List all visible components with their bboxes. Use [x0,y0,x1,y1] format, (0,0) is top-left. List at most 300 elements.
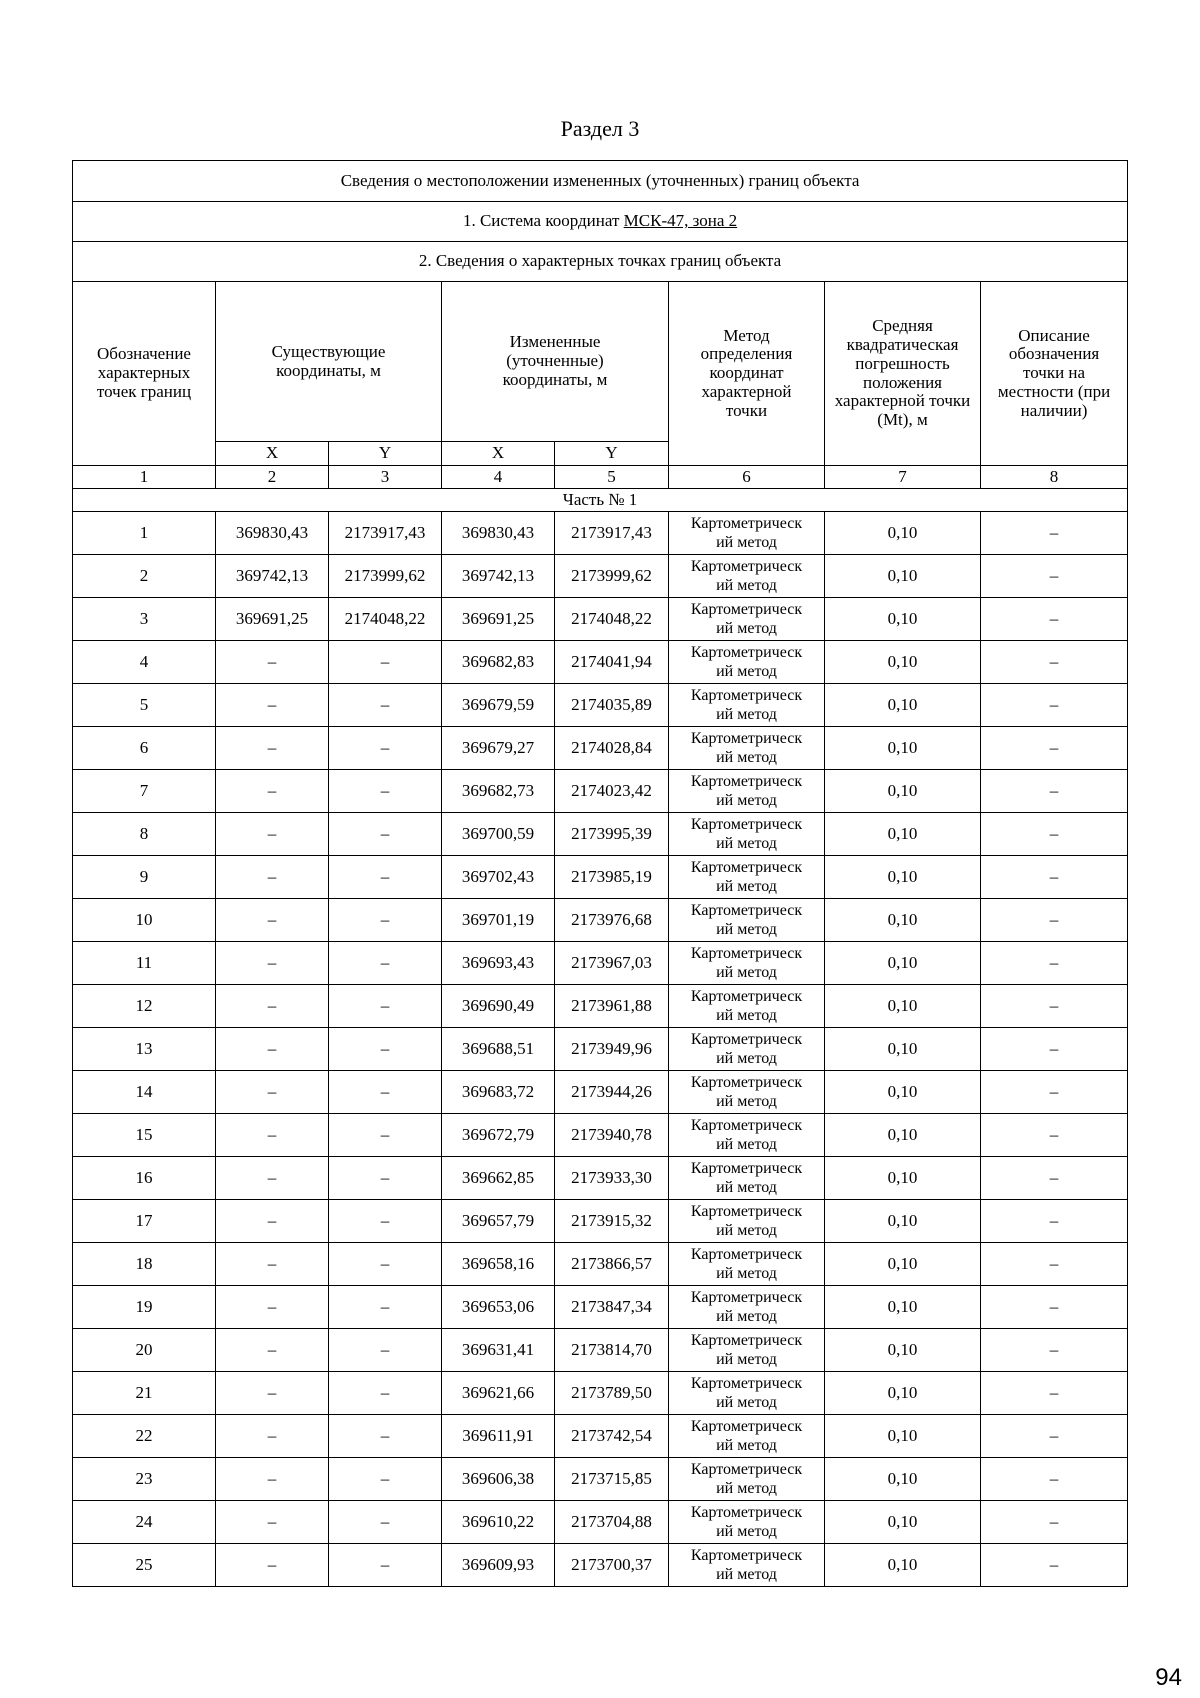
existing-x: – [216,1071,329,1114]
method [669,1329,825,1372]
error-mt: 0,10 [825,1329,981,1372]
existing-x: – [216,813,329,856]
changed-x: 369700,59 [442,813,555,856]
changed-y: 2173999,62 [555,555,669,598]
method-line-2: ий метод [716,1480,777,1497]
changed-y: 2173976,68 [555,899,669,942]
method-line-1: Картометрическ [690,1547,803,1564]
existing-x: – [216,1028,329,1071]
changed-y: 2173967,03 [555,942,669,985]
method-line-2: ий метод [716,921,777,938]
table-row [73,899,1128,942]
existing-y: – [329,1329,442,1372]
point-number: 18 [73,1243,216,1286]
existing-y: – [329,1028,442,1071]
existing-y: – [329,856,442,899]
point-number: 13 [73,1028,216,1071]
changed-y: 2173742,54 [555,1415,669,1458]
table-row [73,641,1128,684]
point-number: 19 [73,1286,216,1329]
method-line-1: Картометрическ [690,859,803,876]
method-line-1: Картометрическ [690,902,803,919]
header-description-text: Описание обозначения точки на местности (при наличии) [997,325,1111,420]
method-line-1: Картометрическ [690,515,803,532]
coord-system [73,202,1128,242]
method-line-2: ий метод [716,749,777,766]
changed-x: 369609,93 [442,1544,555,1587]
method-line-2: ий метод [716,1523,777,1540]
existing-y: – [329,1114,442,1157]
error-mt: 0,10 [825,1071,981,1114]
header-error [825,282,981,466]
column-number: 2 [216,466,329,489]
method [669,555,825,598]
point-number: 6 [73,727,216,770]
method-line-2: ий метод [716,878,777,895]
error-mt: 0,10 [825,684,981,727]
column-number: 1 [73,466,216,489]
error-mt: 0,10 [825,1372,981,1415]
method [669,1071,825,1114]
description: – [981,1372,1128,1415]
changed-y: 2173917,43 [555,512,669,555]
error-mt: 0,10 [825,1200,981,1243]
changed-x: 369611,91 [442,1415,555,1458]
changed-y: 2174048,22 [555,598,669,641]
description: – [981,856,1128,899]
table-row [73,942,1128,985]
description: – [981,1286,1128,1329]
method-line-2: ий метод [716,1179,777,1196]
existing-x: – [216,899,329,942]
changed-x: 369688,51 [442,1028,555,1071]
method-line-2: ий метод [716,835,777,852]
header-method-text: Метод определения координат характерной точки [700,325,793,420]
method [669,899,825,942]
method [669,512,825,555]
existing-x: – [216,1157,329,1200]
method-line-1: Картометрическ [690,1461,803,1478]
existing-y: – [329,727,442,770]
method [669,1028,825,1071]
column-numbers-row [73,466,1128,489]
existing-x: – [216,1372,329,1415]
point-number: 12 [73,985,216,1028]
error-mt: 0,10 [825,555,981,598]
method [669,1114,825,1157]
changed-x: 369682,83 [442,641,555,684]
header-description [981,282,1128,466]
table-row [73,985,1128,1028]
method-line-2: ий метод [716,1437,777,1454]
description: – [981,512,1128,555]
changed-x: 369701,19 [442,899,555,942]
error-mt: 0,10 [825,641,981,684]
method [669,1200,825,1243]
changed-y: 2173995,39 [555,813,669,856]
changed-x: 369693,43 [442,942,555,985]
method-line-1: Картометрическ [690,1332,803,1349]
method [669,985,825,1028]
changed-x: 369621,66 [442,1372,555,1415]
table-row [73,684,1128,727]
points-info: 2. Сведения о характерных точках границ объекта [73,242,1128,282]
method [669,1458,825,1501]
method-line-1: Картометрическ [690,601,803,618]
header-existing [216,282,442,442]
error-mt: 0,10 [825,985,981,1028]
point-number: 5 [73,684,216,727]
point-number: 1 [73,512,216,555]
boundary-points-table [72,160,1128,1587]
table-row [73,1286,1128,1329]
method-line-1: Картометрическ [690,1117,803,1134]
changed-x: 369682,73 [442,770,555,813]
description: – [981,727,1128,770]
error-mt: 0,10 [825,1114,981,1157]
method [669,727,825,770]
method-line-1: Картометрическ [690,945,803,962]
table-row [73,598,1128,641]
method-line-1: Картометрическ [690,1246,803,1263]
description: – [981,1071,1128,1114]
table-row [73,1458,1128,1501]
error-mt: 0,10 [825,1286,981,1329]
description: – [981,1415,1128,1458]
header-existing-y: Y [329,442,442,466]
method-line-2: ий метод [716,663,777,680]
changed-x: 369830,43 [442,512,555,555]
point-number: 20 [73,1329,216,1372]
method [669,1372,825,1415]
column-number: 5 [555,466,669,489]
existing-y: – [329,1200,442,1243]
changed-y: 2173985,19 [555,856,669,899]
method-line-2: ий метод [716,964,777,981]
changed-x: 369657,79 [442,1200,555,1243]
table-row [73,1200,1128,1243]
table-row [73,1329,1128,1372]
coord-system-prefix: 1. Система координат [462,211,624,231]
description: – [981,1028,1128,1071]
description: – [981,985,1128,1028]
existing-y: – [329,942,442,985]
method-line-1: Картометрическ [690,1031,803,1048]
error-mt: 0,10 [825,598,981,641]
method-line-1: Картометрическ [690,1160,803,1177]
existing-x: – [216,1458,329,1501]
changed-y: 2173715,85 [555,1458,669,1501]
changed-x: 369672,79 [442,1114,555,1157]
point-number: 9 [73,856,216,899]
point-number: 11 [73,942,216,985]
error-mt: 0,10 [825,1501,981,1544]
table-title: Сведения о местоположении измененных (уточненных) границ объекта [73,161,1128,202]
existing-x: – [216,641,329,684]
description: – [981,641,1128,684]
existing-y: – [329,1243,442,1286]
method-line-1: Картометрическ [690,1375,803,1392]
existing-y: – [329,813,442,856]
changed-y: 2173949,96 [555,1028,669,1071]
method-line-1: Картометрическ [690,773,803,790]
error-mt: 0,10 [825,512,981,555]
point-number: 24 [73,1501,216,1544]
column-number: 7 [825,466,981,489]
header-changed-y: Y [555,442,669,466]
method-line-2: ий метод [716,534,777,551]
changed-x: 369690,49 [442,985,555,1028]
description: – [981,770,1128,813]
existing-x: – [216,770,329,813]
header-existing-text: Существующие координаты, м [271,341,386,380]
error-mt: 0,10 [825,727,981,770]
description: – [981,1501,1128,1544]
method-line-2: ий метод [716,706,777,723]
changed-y: 2173700,37 [555,1544,669,1587]
changed-x: 369679,59 [442,684,555,727]
point-number: 8 [73,813,216,856]
existing-x: 369830,43 [216,512,329,555]
existing-x: – [216,684,329,727]
point-number: 2 [73,555,216,598]
existing-y: – [329,1415,442,1458]
description: – [981,1544,1128,1587]
existing-x: – [216,985,329,1028]
table-row [73,1415,1128,1458]
point-number: 4 [73,641,216,684]
method-line-1: Картометрическ [690,1418,803,1435]
header-point-text: Обозначение характерных точек границ [96,344,192,401]
table-row [73,1114,1128,1157]
point-number: 23 [73,1458,216,1501]
description: – [981,813,1128,856]
description: – [981,555,1128,598]
header-point [73,282,216,466]
changed-y: 2173933,30 [555,1157,669,1200]
description: – [981,1114,1128,1157]
existing-y: 2173999,62 [329,555,442,598]
point-number: 7 [73,770,216,813]
existing-y: – [329,1071,442,1114]
existing-y: – [329,1458,442,1501]
method [669,1157,825,1200]
existing-x: – [216,1286,329,1329]
changed-y: 2174041,94 [555,641,669,684]
method [669,942,825,985]
point-number: 14 [73,1071,216,1114]
page-number: 94 [1155,1664,1182,1691]
existing-y: – [329,641,442,684]
point-number: 21 [73,1372,216,1415]
existing-x: – [216,1544,329,1587]
changed-y: 2174035,89 [555,684,669,727]
existing-x: – [216,1114,329,1157]
table-row [73,813,1128,856]
existing-y: – [329,1501,442,1544]
header-changed [442,282,669,442]
existing-y: – [329,1544,442,1587]
description: – [981,598,1128,641]
changed-x: 369631,41 [442,1329,555,1372]
table-row [73,555,1128,598]
method-line-2: ий метод [716,1265,777,1282]
error-mt: 0,10 [825,813,981,856]
description: – [981,1243,1128,1286]
existing-x: – [216,727,329,770]
method [669,684,825,727]
method-line-2: ий метод [716,577,777,594]
header-error-text: Средняя квадратическая погрешность положения характерной точки (Mt), м [834,316,971,429]
method-line-1: Картометрическ [690,1289,803,1306]
method-line-1: Картометрическ [690,1074,803,1091]
table-row [73,1028,1128,1071]
method [669,1501,825,1544]
table-row [73,727,1128,770]
column-number: 6 [669,466,825,489]
point-number: 16 [73,1157,216,1200]
description: – [981,942,1128,985]
method-line-1: Картометрическ [690,1504,803,1521]
table-row [73,1372,1128,1415]
method-line-2: ий метод [716,1222,777,1239]
method [669,1544,825,1587]
point-number: 17 [73,1200,216,1243]
column-number: 8 [981,466,1128,489]
table-row [73,1071,1128,1114]
part-label: Часть № 1 [73,489,1128,512]
changed-y: 2173915,32 [555,1200,669,1243]
changed-x: 369606,38 [442,1458,555,1501]
changed-y: 2173866,57 [555,1243,669,1286]
method [669,770,825,813]
method [669,1415,825,1458]
error-mt: 0,10 [825,1458,981,1501]
method [669,1286,825,1329]
column-number: 3 [329,466,442,489]
point-number: 3 [73,598,216,641]
error-mt: 0,10 [825,1544,981,1587]
header-method [669,282,825,466]
description: – [981,1329,1128,1372]
method-line-2: ий метод [716,1351,777,1368]
method-line-1: Картометрическ [690,644,803,661]
table-row [73,1243,1128,1286]
coord-system-value: МСК-47, зона 2 [623,211,738,231]
changed-x: 369610,22 [442,1501,555,1544]
existing-y: – [329,1372,442,1415]
existing-x: – [216,1415,329,1458]
existing-x: – [216,1501,329,1544]
changed-y: 2173944,26 [555,1071,669,1114]
point-number: 15 [73,1114,216,1157]
header-changed-x: X [442,442,555,466]
point-number: 25 [73,1544,216,1587]
changed-x: 369742,13 [442,555,555,598]
table-row [73,512,1128,555]
method-line-2: ий метод [716,1566,777,1583]
section-title: Раздел 3 [560,116,640,141]
existing-y: 2174048,22 [329,598,442,641]
table-row [73,856,1128,899]
error-mt: 0,10 [825,942,981,985]
error-mt: 0,10 [825,1243,981,1286]
error-mt: 0,10 [825,1415,981,1458]
method-line-1: Картометрическ [690,1203,803,1220]
method [669,813,825,856]
header-existing-x: X [216,442,329,466]
existing-x: – [216,856,329,899]
changed-x: 369662,85 [442,1157,555,1200]
error-mt: 0,10 [825,1028,981,1071]
existing-x: – [216,1329,329,1372]
error-mt: 0,10 [825,1157,981,1200]
method-line-1: Картометрическ [690,816,803,833]
method-line-2: ий метод [716,792,777,809]
method-line-2: ий метод [716,1394,777,1411]
method-line-1: Картометрическ [690,687,803,704]
existing-y: – [329,899,442,942]
changed-x: 369683,72 [442,1071,555,1114]
changed-x: 369691,25 [442,598,555,641]
method-line-1: Картометрическ [690,988,803,1005]
existing-x: 369742,13 [216,555,329,598]
method [669,856,825,899]
method-line-2: ий метод [716,1093,777,1110]
table-row [73,1544,1128,1587]
changed-y: 2173940,78 [555,1114,669,1157]
description: – [981,1200,1128,1243]
changed-y: 2173814,70 [555,1329,669,1372]
point-number: 22 [73,1415,216,1458]
error-mt: 0,10 [825,899,981,942]
error-mt: 0,10 [825,856,981,899]
table-row [73,770,1128,813]
changed-y: 2173961,88 [555,985,669,1028]
table-row [73,1501,1128,1544]
table-row [73,1157,1128,1200]
method-line-2: ий метод [716,1007,777,1024]
existing-y: – [329,1157,442,1200]
method [669,1243,825,1286]
existing-y: – [329,770,442,813]
changed-y: 2174028,84 [555,727,669,770]
changed-x: 369653,06 [442,1286,555,1329]
existing-y: – [329,1286,442,1329]
changed-y: 2173704,88 [555,1501,669,1544]
error-mt: 0,10 [825,770,981,813]
changed-y: 2173789,50 [555,1372,669,1415]
changed-y: 2174023,42 [555,770,669,813]
existing-x: 369691,25 [216,598,329,641]
existing-y: – [329,985,442,1028]
existing-y: – [329,684,442,727]
method [669,598,825,641]
method-line-2: ий метод [716,1136,777,1153]
existing-x: – [216,1243,329,1286]
existing-x: – [216,1200,329,1243]
changed-x: 369658,16 [442,1243,555,1286]
method-line-2: ий метод [716,1050,777,1067]
existing-x: – [216,942,329,985]
changed-x: 369679,27 [442,727,555,770]
description: – [981,684,1128,727]
method-line-1: Картометрическ [690,730,803,747]
description: – [981,1458,1128,1501]
method [669,641,825,684]
header-changed-text: Измененные (уточненные) координаты, м [502,332,608,389]
method-line-1: Картометрическ [690,558,803,575]
